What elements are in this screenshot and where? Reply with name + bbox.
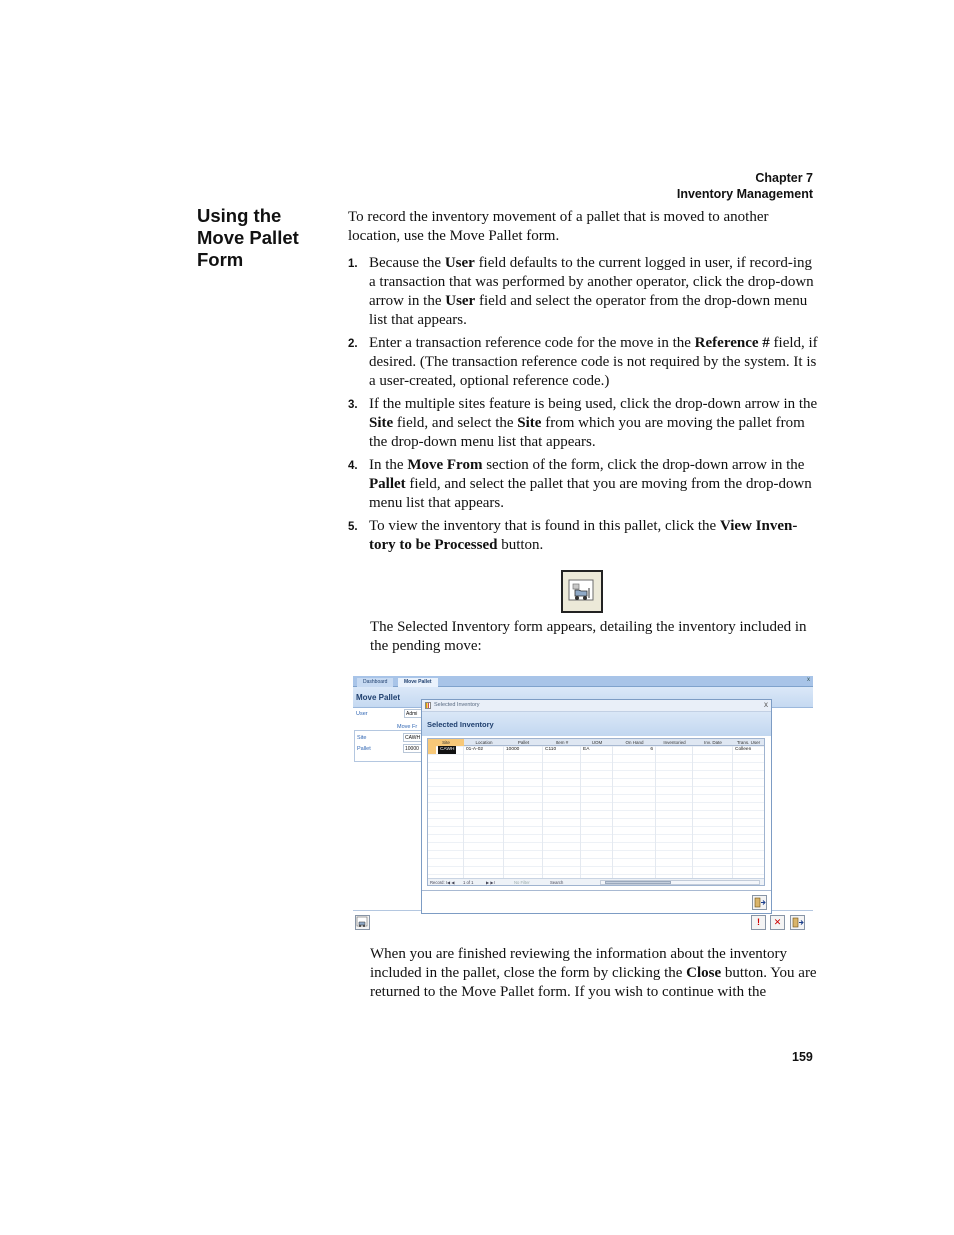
chapter-title: Inventory Management <box>676 187 813 201</box>
search-box[interactable]: Search <box>550 880 564 885</box>
step-text: Enter a transaction reference code for the move in the <box>369 335 695 351</box>
cell-on-hand[interactable]: 6 <box>650 747 653 752</box>
step-item <box>348 517 818 555</box>
pallet-field[interactable]: 10000 <box>403 744 424 753</box>
step-item <box>348 456 818 513</box>
close-icon[interactable]: x <box>764 700 768 709</box>
grid-header-row <box>428 739 764 746</box>
cell-uom[interactable]: EA <box>583 747 590 752</box>
chapter-label: Chapter 7 <box>755 171 813 185</box>
form-title: Move Pallet <box>356 693 401 702</box>
step-number: 3. <box>348 399 358 411</box>
close-icon[interactable]: x <box>807 677 810 683</box>
step-bold: Site <box>369 415 394 431</box>
cell-inventoried[interactable] <box>656 746 693 754</box>
step-item <box>348 334 818 391</box>
step-text: If the multiple sites feature is being used, click the drop-down arrow in the <box>369 396 818 412</box>
page-number: 159 <box>792 1050 813 1064</box>
step-text: field, and select the <box>393 415 518 431</box>
closing-text: button. You are returned to the Move Pallet form. If you wish to continue with the <box>370 965 817 1000</box>
step-number: 2. <box>348 338 358 350</box>
row-selector[interactable] <box>428 746 436 754</box>
filter-indicator[interactable]: No Filter <box>514 880 530 885</box>
step-item <box>348 254 818 330</box>
dialog-titlebar <box>422 700 771 712</box>
step-number: 1. <box>348 258 358 270</box>
step-bold: User <box>445 293 476 309</box>
record-nav-next-last[interactable]: ▶ ▶I <box>486 880 495 885</box>
step-text: button. <box>497 537 544 553</box>
user-label: User <box>356 711 368 717</box>
dialog-window-title: Selected Inventory <box>434 702 480 708</box>
step-item <box>348 395 818 452</box>
step-text: from which you are moving the pallet from the drop-down menu list that appears. <box>369 415 805 450</box>
column-header-inv-date[interactable]: Inv. Date <box>704 740 722 745</box>
step-text: field and select the operator from the drop-down menu list that appears. <box>369 293 808 328</box>
window-icon <box>425 702 431 709</box>
exit-door-icon <box>791 916 804 929</box>
section-heading <box>197 205 337 271</box>
site-field[interactable]: CAWH <box>403 733 424 742</box>
column-header-location[interactable]: Location <box>475 740 493 745</box>
cell-trans-user[interactable]: Colleen <box>735 747 752 752</box>
dialog-separator <box>422 890 771 891</box>
step-bold: Site <box>517 415 542 431</box>
step-number: 4. <box>348 460 358 472</box>
view-inventory-small-button[interactable] <box>355 915 370 930</box>
step-text: section of the form, click the drop-down arrow in the <box>482 457 805 473</box>
step-text: Because the <box>369 255 445 271</box>
table-row[interactable] <box>428 746 764 754</box>
site-label: Site <box>357 735 367 741</box>
move-from-label: Move Fr <box>397 724 418 730</box>
closing-text: When you are finished reviewing the information about the inventory included in the pallet, close the form by clicking the <box>370 946 787 981</box>
steps-list <box>348 254 818 559</box>
record-count[interactable]: 1 of 1 <box>463 880 474 885</box>
column-header-pallet[interactable]: Pallet <box>517 740 530 745</box>
tab-move-pallet[interactable]: Move Pallet <box>398 678 438 687</box>
exit-door-icon <box>753 896 766 909</box>
section-heading-line2: Move Pallet <box>197 227 299 248</box>
red-x-icon: ✕ <box>773 917 782 927</box>
intro-paragraph: To record the inventory movement of a pallet that is moved to another location, use the Move Pallet form. <box>348 209 769 244</box>
record-nav-first-prev[interactable]: Record: I◀ ◀ <box>430 880 455 885</box>
alert-button[interactable] <box>751 915 766 930</box>
closing-paragraph <box>370 945 818 1002</box>
view-inventory-button[interactable] <box>561 570 603 613</box>
step-bold: Move From <box>407 457 483 473</box>
step-text: To view the inventory that is found in this pallet, click the <box>369 518 720 534</box>
step-text: field, and select the pallet that you are moving from the drop-down menu list that appears. <box>369 476 812 511</box>
forklift-icon <box>567 578 597 606</box>
exclamation-icon: ! <box>757 917 760 927</box>
column-header-uom[interactable]: UOM <box>591 740 603 745</box>
document-tab-bar <box>353 676 813 687</box>
step-number: 5. <box>348 521 358 533</box>
after-button-paragraph: The Selected Inventory form appears, detailing the inventory included in the pending move: <box>370 619 807 654</box>
horizontal-scrollbar[interactable] <box>600 880 760 885</box>
cancel-button[interactable] <box>770 915 785 930</box>
cell-item[interactable]: C110 <box>545 747 557 752</box>
section-heading-line1: Using the <box>197 205 282 226</box>
cell-location[interactable]: 01-A-02 <box>466 747 484 752</box>
dialog-title: Selected Inventory <box>427 720 494 729</box>
selected-inventory-screenshot <box>353 676 813 934</box>
section-heading-line3: Form <box>197 249 244 270</box>
dialog-close-button[interactable] <box>752 895 767 910</box>
step-text: field defaults to the current logged in user, if record-ing a transaction that was performed by another operator, click the drop-down arrow in the <box>369 255 814 309</box>
record-navigation-bar <box>428 878 764 885</box>
pallet-label: Pallet <box>357 746 371 752</box>
step-bold: View Inven-tory to be Processed <box>369 518 798 553</box>
step-bold: Reference # <box>694 335 770 351</box>
user-field[interactable]: Admi <box>404 709 424 718</box>
column-header-site[interactable]: Site <box>428 739 464 746</box>
cell-site[interactable]: CAWH <box>440 747 455 752</box>
step-bold: Pallet <box>369 476 406 492</box>
tab-dashboard[interactable]: Dashboard <box>357 678 393 687</box>
selected-inventory-dialog <box>421 699 772 914</box>
column-header-trans-user[interactable]: Trans. User <box>736 740 761 745</box>
close-form-button[interactable] <box>790 915 805 930</box>
column-header-inventoried[interactable]: Inventoried <box>663 740 686 745</box>
inventory-grid <box>427 738 765 886</box>
column-header-on-hand[interactable]: On Hand <box>625 740 644 745</box>
step-text: field, if desired. (The transaction reference code is not required by the system. It is a user-created, optional reference code.) <box>369 335 818 389</box>
forklift-icon <box>356 916 369 929</box>
cell-pallet[interactable]: 10000 <box>506 747 520 752</box>
scrollbar-thumb[interactable] <box>605 881 671 884</box>
closing-bold: Close <box>686 965 722 981</box>
step-text: In the <box>369 457 408 473</box>
step-bold: User <box>444 255 475 271</box>
cell-inv-date[interactable] <box>693 746 733 754</box>
column-header-item[interactable]: Item # <box>555 740 569 745</box>
dialog-header <box>422 712 771 736</box>
